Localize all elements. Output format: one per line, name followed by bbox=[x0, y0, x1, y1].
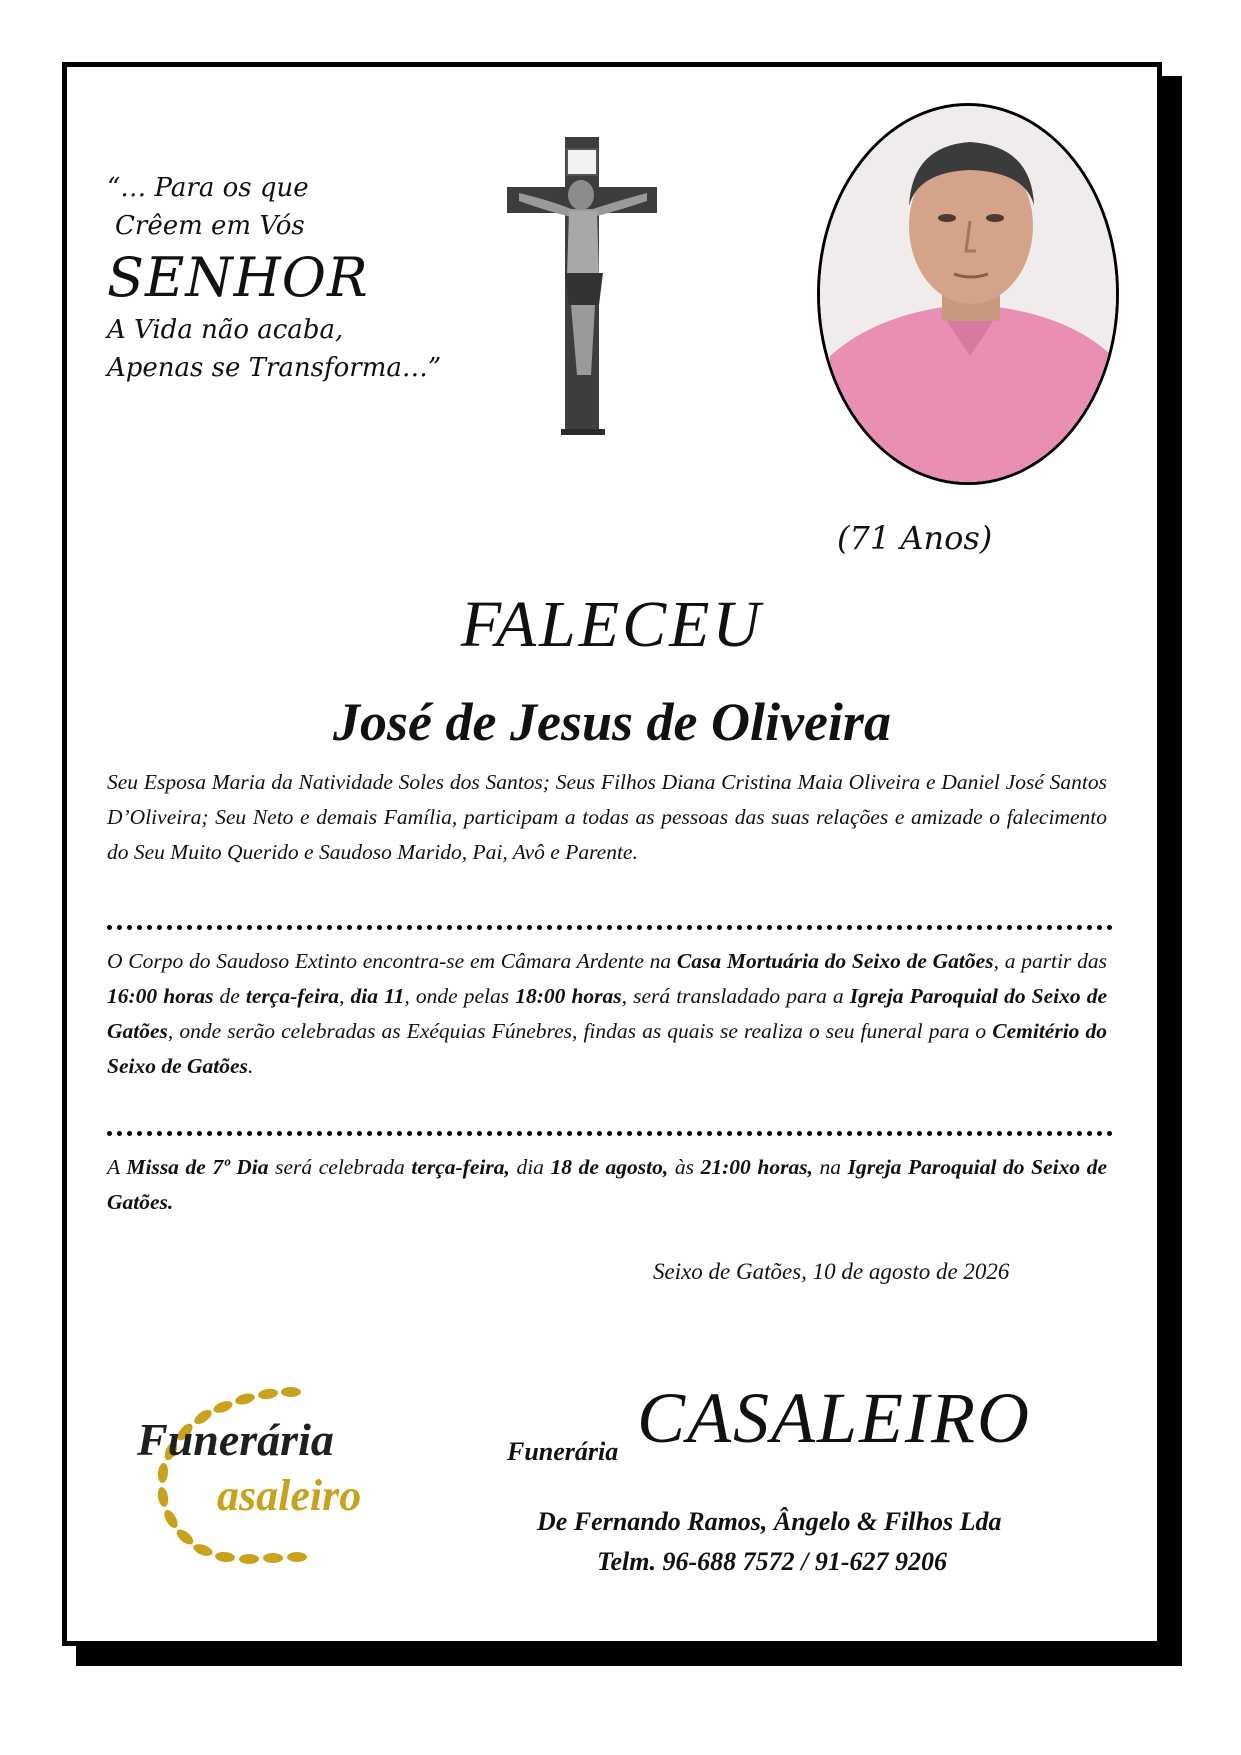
faleceu-heading: FALECEU bbox=[460, 588, 764, 661]
company-name: De Fernando Ramos, Ângelo & Filhos Lda bbox=[537, 1507, 1002, 1536]
age-label: (71 Anos) bbox=[837, 519, 993, 557]
family-paragraph: Seu Esposa Maria da Natividade Soles dos Santos; Seus Filhos Diana Cristina Maia Oliveira e Daniel José Santos D’Oliveira; Seu Neto e demais Família, participam a todas as pessoas das suas relações e amizade o falecimento do Seu Muito Querido e Saudoso Marido, Pai, Avô e Parente. bbox=[107, 770, 1107, 864]
quote-line-5: Apenas se Transforma…” bbox=[107, 353, 442, 383]
place-date: Seixo de Gatões, 10 de agosto de 2026 bbox=[653, 1259, 1010, 1284]
quote-block bbox=[107, 169, 441, 387]
quote-line-2: Crêem em Vós bbox=[115, 211, 305, 241]
obituary-card bbox=[62, 62, 1162, 1646]
quote-line-1: “… Para os que bbox=[107, 173, 309, 203]
logo-text-funeraria: Funerária bbox=[137, 1414, 334, 1465]
dotted-divider-2 bbox=[107, 1131, 1113, 1136]
funeraria-label: Funerária bbox=[507, 1437, 619, 1466]
quote-line-4: A Vida não acaba, bbox=[107, 315, 344, 345]
mass-paragraph: A Missa de 7º Dia será celebrada terça-feira, dia 18 de agosto, às 21:00 horas, na Igreja Paroquial do Seixo de Gatões. bbox=[107, 1155, 1108, 1214]
crucifix-icon bbox=[507, 135, 657, 435]
deceased-name: José de Jesus de Oliveira bbox=[333, 692, 891, 752]
wake-paragraph: O Corpo do Saudoso Extinto encontra-se em Câmara Ardente na Casa Mortuária do Seixo de Gatões, a partir das 16:00 horas de terça-feira, dia 11, onde pelas 18:00 horas, será transladado para a Igreja Paroquial do Seixo de Gatões, onde serão celebradas as Exéquias Fúnebres, findas as quais se realiza o seu funeral para o Cemitério do Seixo de Gatões. bbox=[107, 949, 1108, 1078]
dotted-divider-1 bbox=[107, 925, 1113, 930]
portrait-photo bbox=[817, 103, 1119, 485]
phone-numbers: Telm. 96-688 7572 / 91-627 9206 bbox=[597, 1547, 948, 1576]
brand-name: CASALEIRO bbox=[637, 1378, 1031, 1458]
quote-senhor: SENHOR bbox=[107, 246, 369, 309]
logo-text-casaleiro: asaleiro bbox=[217, 1471, 362, 1520]
